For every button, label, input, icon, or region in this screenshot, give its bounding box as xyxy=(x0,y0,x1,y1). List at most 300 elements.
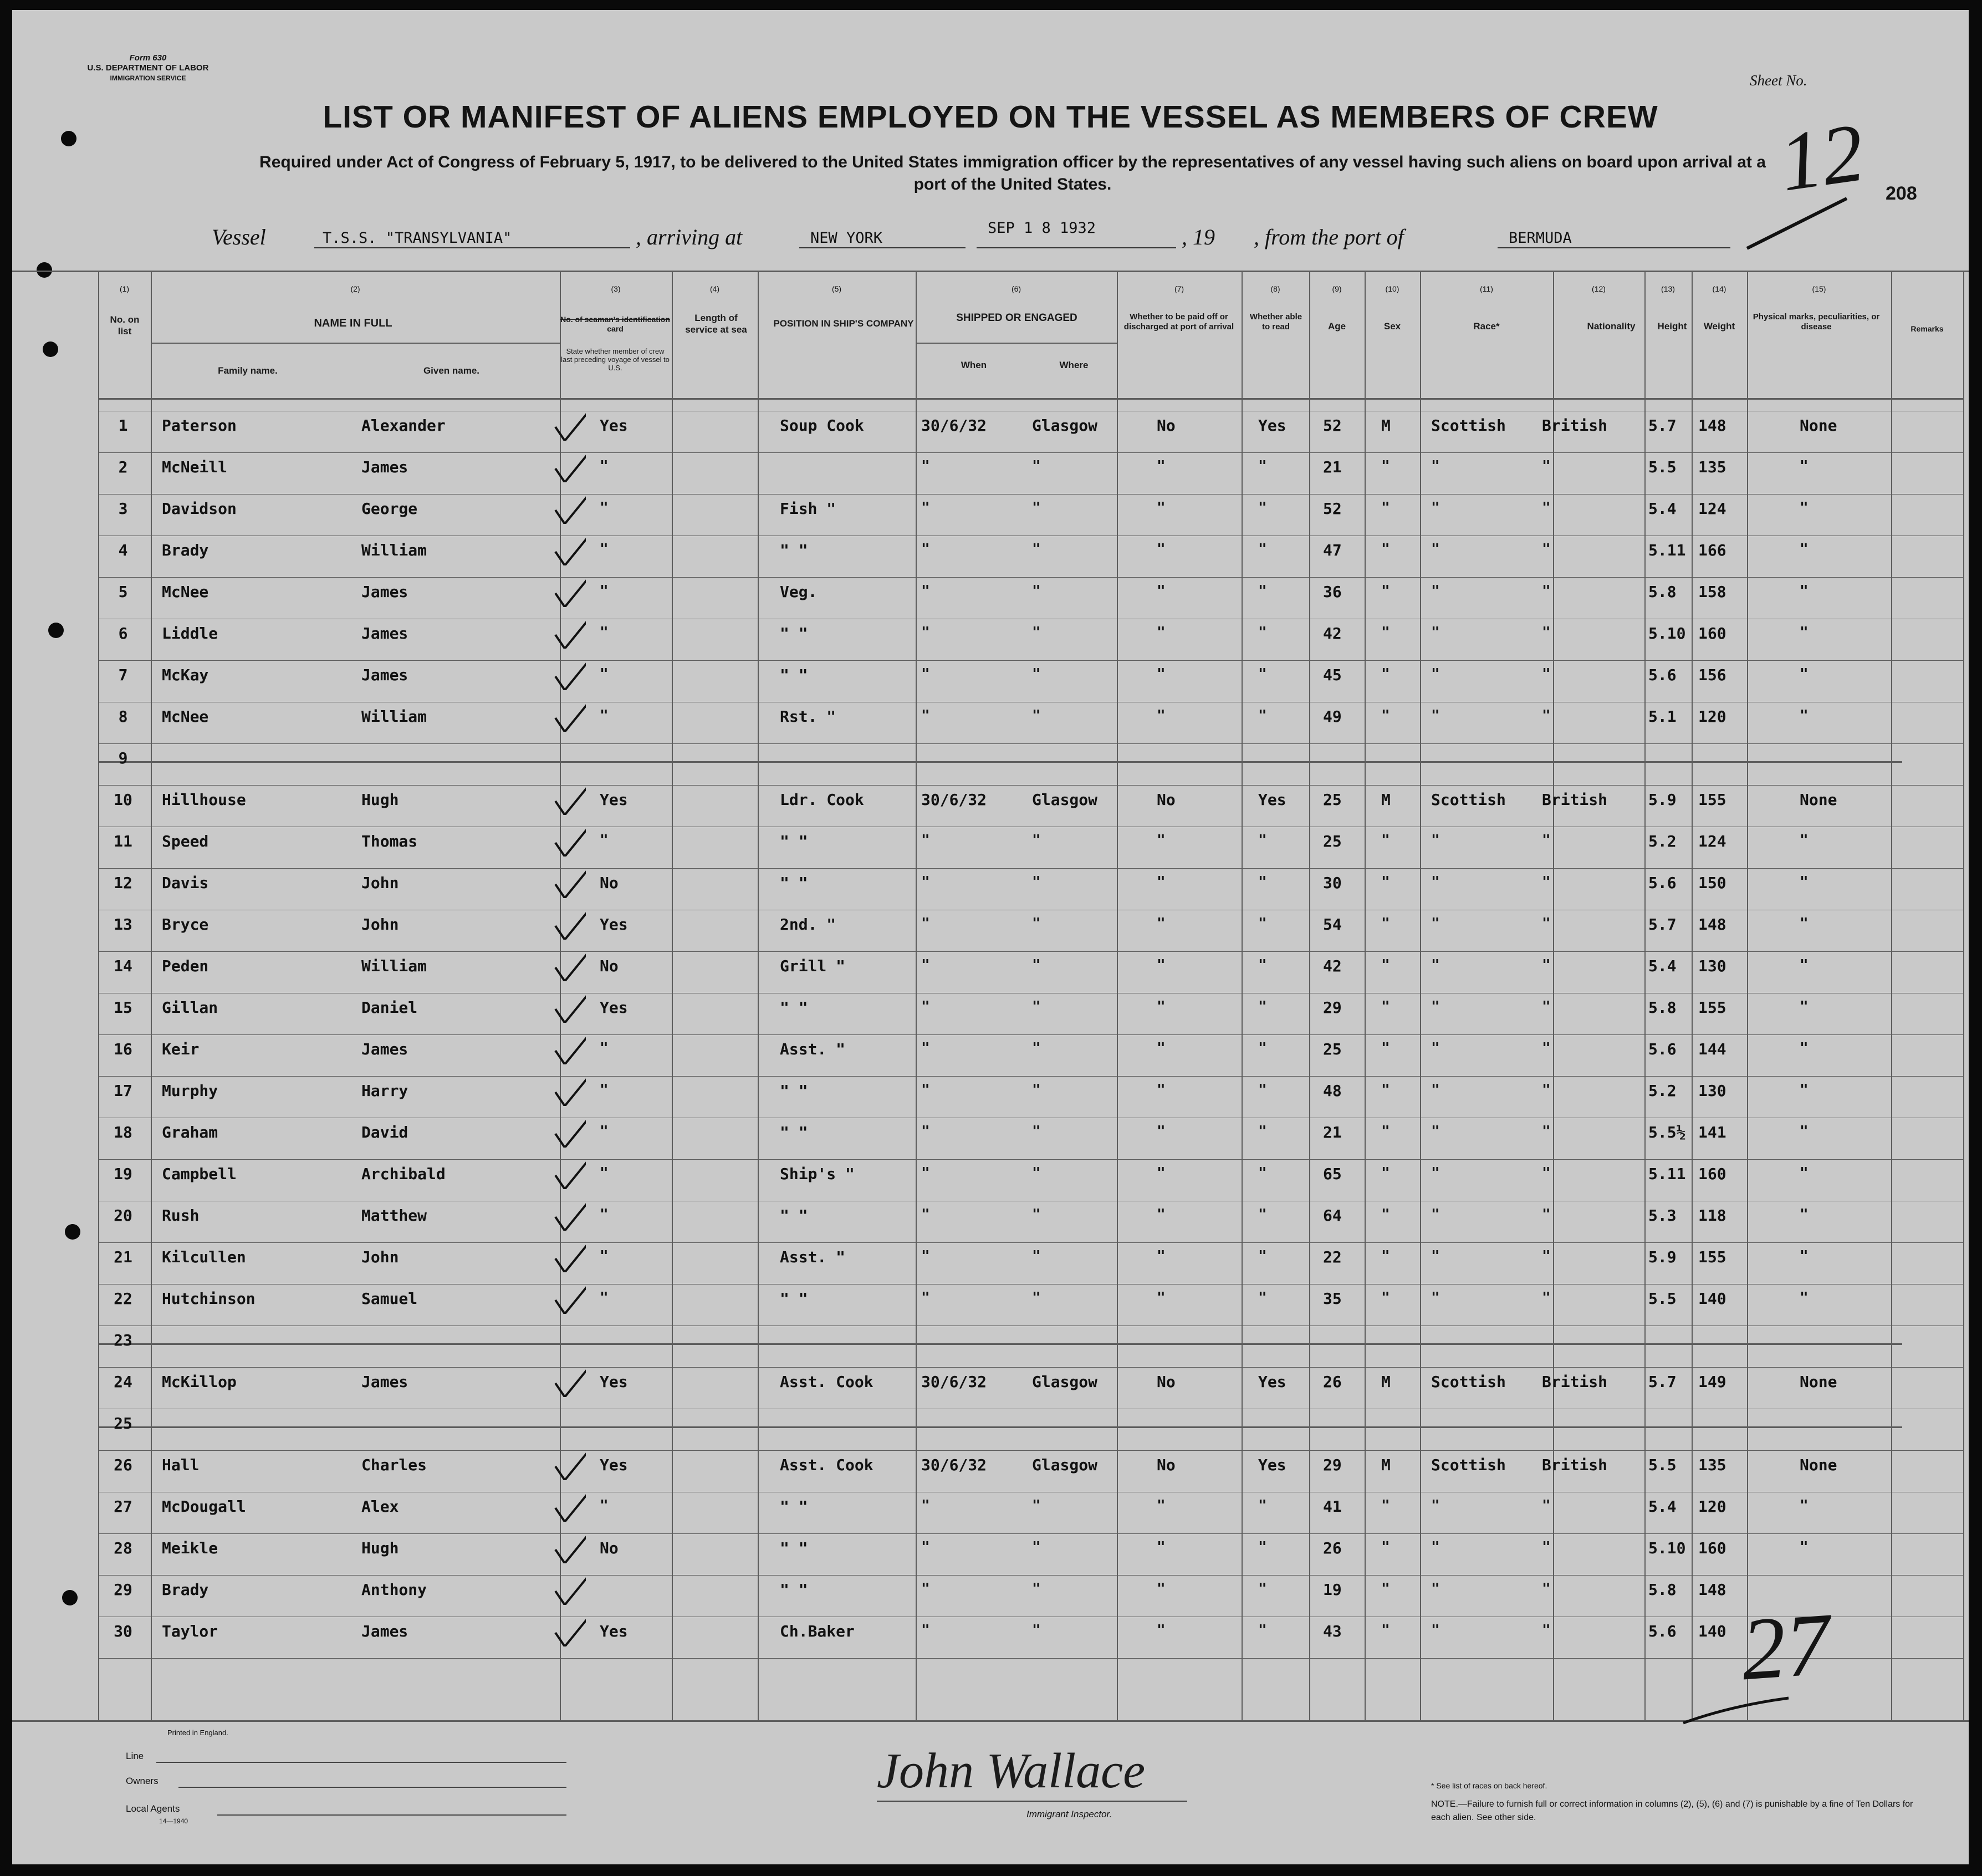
nationality: " xyxy=(1542,499,1551,516)
family-name: Meikle xyxy=(162,1539,218,1557)
sex: " xyxy=(1381,666,1390,682)
sex: " xyxy=(1381,1082,1390,1098)
shipped-where: " xyxy=(1032,915,1041,932)
weight: 155 xyxy=(1698,1248,1726,1266)
family-name: Rush xyxy=(162,1206,200,1225)
able-to-read: " xyxy=(1258,1206,1267,1223)
age: 35 xyxy=(1323,1289,1342,1308)
sex: " xyxy=(1381,1622,1390,1639)
able-to-read: " xyxy=(1258,1289,1267,1306)
family-name: Liddle xyxy=(162,624,218,643)
physical-marks: " xyxy=(1800,1497,1809,1514)
sex: " xyxy=(1381,832,1390,849)
nationality: British xyxy=(1542,791,1608,809)
position: " " xyxy=(780,998,808,1017)
shipped-where: " xyxy=(1032,1123,1041,1140)
race: Scottish xyxy=(1431,791,1506,809)
row-number: 15 xyxy=(114,998,132,1017)
card-status: " xyxy=(600,1206,609,1223)
race: " xyxy=(1431,832,1440,849)
physical-marks: " xyxy=(1800,666,1809,682)
position: Rst. " xyxy=(780,707,836,726)
able-to-read: " xyxy=(1258,458,1267,475)
row-number: 6 xyxy=(118,624,128,643)
column-rule xyxy=(1420,271,1421,1720)
weight: 160 xyxy=(1698,624,1726,643)
paid-off: No xyxy=(1157,1456,1176,1474)
weight: 149 xyxy=(1698,1373,1726,1391)
paid-off: " xyxy=(1157,624,1166,641)
column-number: (5) xyxy=(831,284,842,293)
row-rule xyxy=(98,743,1963,744)
height: 5.8 xyxy=(1648,998,1677,1017)
weight: 130 xyxy=(1698,957,1726,975)
nationality: " xyxy=(1542,458,1551,475)
family-name: Davis xyxy=(162,874,209,892)
age: 30 xyxy=(1323,874,1342,892)
row-number: 17 xyxy=(114,1082,132,1100)
shipped-date: " xyxy=(921,458,930,475)
position: " " xyxy=(780,624,808,643)
age: 21 xyxy=(1323,458,1342,476)
card-status: " xyxy=(600,458,609,475)
nationality: " xyxy=(1542,583,1551,599)
age: 25 xyxy=(1323,791,1342,809)
position: " " xyxy=(780,832,808,850)
family-name: Brady xyxy=(162,541,209,559)
paid-off: No xyxy=(1157,1373,1176,1391)
nationality: " xyxy=(1542,1082,1551,1098)
age: 25 xyxy=(1323,832,1342,850)
shipped-where: " xyxy=(1032,666,1041,682)
age: 42 xyxy=(1323,624,1342,643)
physical-marks: " xyxy=(1800,499,1809,516)
paid-off: " xyxy=(1157,1622,1166,1639)
able-to-read: " xyxy=(1258,707,1267,724)
column-rule xyxy=(1891,271,1892,1720)
card-status: " xyxy=(600,583,609,599)
row-number: 28 xyxy=(114,1539,132,1557)
race: " xyxy=(1431,707,1440,724)
checkmark-icon xyxy=(553,776,586,815)
weight: 150 xyxy=(1698,874,1726,892)
age: 49 xyxy=(1323,707,1342,726)
race: Scottish xyxy=(1431,1456,1506,1474)
age: 22 xyxy=(1323,1248,1342,1266)
age: 64 xyxy=(1323,1206,1342,1225)
height: 5.8 xyxy=(1648,1581,1677,1599)
nationality: " xyxy=(1542,1248,1551,1265)
row-number: 5 xyxy=(118,583,128,601)
paid-off: " xyxy=(1157,1123,1166,1140)
weight: 120 xyxy=(1698,707,1726,726)
paid-off: " xyxy=(1157,666,1166,682)
row-number: 2 xyxy=(118,458,128,476)
sex: " xyxy=(1381,874,1390,890)
race: Scottish xyxy=(1431,1373,1506,1391)
nationality: " xyxy=(1542,1123,1551,1140)
nationality: " xyxy=(1542,1206,1551,1223)
shipped-date: " xyxy=(921,1289,930,1306)
able-to-read: " xyxy=(1258,1497,1267,1514)
family-name: Brady xyxy=(162,1581,209,1599)
shipped-date: " xyxy=(921,874,930,890)
height: 5.7 xyxy=(1648,1373,1677,1391)
group-separator-rule xyxy=(98,1426,1902,1428)
given-name: James xyxy=(361,583,408,601)
paid-off: " xyxy=(1157,1206,1166,1223)
race: " xyxy=(1431,1581,1440,1597)
card-status: " xyxy=(600,707,609,724)
sex: M xyxy=(1381,791,1391,809)
shipped-where: Glasgow xyxy=(1032,1373,1098,1391)
row-rule xyxy=(98,1575,1963,1576)
checkmark-icon xyxy=(553,901,586,940)
position: Asst. " xyxy=(780,1040,846,1058)
position: " " xyxy=(780,1497,808,1516)
checkmark-icon xyxy=(553,527,586,565)
height: 5.5 xyxy=(1648,458,1677,476)
weight: 141 xyxy=(1698,1123,1726,1141)
given-name: James xyxy=(361,624,408,643)
date-stamp: SEP 1 8 1932 xyxy=(988,220,1096,237)
shipped-subheader-rule xyxy=(916,343,1117,344)
physical-marks: None xyxy=(1800,1373,1837,1391)
nationality: " xyxy=(1542,1289,1551,1306)
family-name: Speed xyxy=(162,832,209,850)
checkmark-icon xyxy=(553,1358,586,1397)
row-number: 9 xyxy=(118,749,128,767)
row-number: 14 xyxy=(114,957,132,975)
height: 5.7 xyxy=(1648,915,1677,934)
shipped-where: " xyxy=(1032,1497,1041,1514)
family-name: Keir xyxy=(162,1040,200,1058)
column-rule xyxy=(1365,271,1366,1720)
height: 5.6 xyxy=(1648,1622,1677,1640)
nationality: " xyxy=(1542,1539,1551,1556)
age: 29 xyxy=(1323,1456,1342,1474)
weight: 148 xyxy=(1698,416,1726,435)
family-name: McDougall xyxy=(162,1497,246,1516)
physical-marks: " xyxy=(1800,458,1809,475)
position: " " xyxy=(780,541,808,559)
able-to-read: " xyxy=(1258,1082,1267,1098)
race: " xyxy=(1431,541,1440,558)
nationality: " xyxy=(1542,707,1551,724)
paid-off: " xyxy=(1157,915,1166,932)
nationality: " xyxy=(1542,541,1551,558)
column-number: (7) xyxy=(1174,284,1184,293)
row-rule xyxy=(98,494,1963,495)
row-number: 20 xyxy=(114,1206,132,1225)
shipped-date: " xyxy=(921,1165,930,1181)
nationality: British xyxy=(1542,1456,1608,1474)
nationality: " xyxy=(1542,1040,1551,1057)
col-header-weight: Weight xyxy=(1703,321,1735,332)
checkmark-icon xyxy=(553,1566,586,1605)
column-rule xyxy=(758,271,759,1720)
column-rule xyxy=(1644,271,1646,1720)
physical-marks: " xyxy=(1800,1123,1809,1140)
height: 5.6 xyxy=(1648,666,1677,684)
shipped-date: " xyxy=(921,1123,930,1140)
inspector-label: Immigrant Inspector. xyxy=(1026,1809,1112,1819)
sex: " xyxy=(1381,1539,1390,1556)
given-name: John xyxy=(361,915,399,934)
nationality: " xyxy=(1542,1622,1551,1639)
position: " " xyxy=(780,1539,808,1557)
nationality: British xyxy=(1542,416,1608,435)
race: " xyxy=(1431,874,1440,890)
table-top-rule xyxy=(12,271,1969,272)
row-rule xyxy=(98,1159,1963,1160)
shipped-date: " xyxy=(921,499,930,516)
physical-marks: " xyxy=(1800,874,1809,890)
age: 21 xyxy=(1323,1123,1342,1141)
position: 2nd. " xyxy=(780,915,836,934)
row-rule xyxy=(98,1034,1963,1035)
age: 41 xyxy=(1323,1497,1342,1516)
physical-marks: " xyxy=(1800,1248,1809,1265)
vessel-name: T.S.S. "TRANSYLVANIA" xyxy=(323,230,512,247)
able-to-read: " xyxy=(1258,874,1267,890)
able-to-read: Yes xyxy=(1258,1373,1286,1391)
column-number: (14) xyxy=(1712,284,1726,293)
card-status: " xyxy=(600,1248,609,1265)
row-rule xyxy=(98,868,1963,869)
given-name: Harry xyxy=(361,1082,408,1100)
checkmark-icon xyxy=(553,693,586,732)
from-port: BERMUDA xyxy=(1509,230,1572,247)
height: 5.4 xyxy=(1648,499,1677,518)
owners-label: Owners xyxy=(126,1776,159,1786)
given-name: John xyxy=(361,874,399,892)
column-number: (1) xyxy=(119,284,130,293)
penalty-note: NOTE.—Failure to furnish full or correct information in columns (2), (5), (6) and (7) is punishable by a fine of Ten Dollars for each alien. See other side. xyxy=(1431,1799,1913,1822)
position: Asst. Cook xyxy=(780,1456,873,1474)
handwritten-sheet-number: 12 xyxy=(1774,106,1869,209)
row-number: 18 xyxy=(114,1123,132,1141)
sex: " xyxy=(1381,458,1390,475)
given-name: Alex xyxy=(361,1497,399,1516)
paid-off: " xyxy=(1157,707,1166,724)
position: Ch.Baker xyxy=(780,1622,855,1640)
paid-off: No xyxy=(1157,416,1176,435)
inspector-signature: John Wallace xyxy=(877,1744,1146,1798)
column-rule xyxy=(1553,271,1554,1720)
physical-marks: " xyxy=(1800,583,1809,599)
weight: 155 xyxy=(1698,998,1726,1017)
shipped-where: " xyxy=(1032,1040,1041,1057)
paid-off: " xyxy=(1157,1248,1166,1265)
shipped-date: " xyxy=(921,1539,930,1556)
card-status: Yes xyxy=(600,998,628,1017)
from-port-label: , from the port of xyxy=(1254,225,1404,249)
physical-marks: " xyxy=(1800,1206,1809,1223)
physical-marks: " xyxy=(1800,624,1809,641)
given-name: John xyxy=(361,1248,399,1266)
able-to-read: " xyxy=(1258,1581,1267,1597)
weight: 158 xyxy=(1698,583,1726,601)
arriving-port: NEW YORK xyxy=(810,230,883,247)
height: 5.5 xyxy=(1648,1289,1677,1308)
card-status: " xyxy=(600,1123,609,1140)
sex: " xyxy=(1381,1123,1390,1140)
column-number: (8) xyxy=(1270,284,1280,293)
row-number: 1 xyxy=(118,416,128,435)
name-subheader-rule xyxy=(151,343,560,344)
vessel-label: Vessel xyxy=(212,225,266,249)
shipped-date: " xyxy=(921,957,930,973)
race: " xyxy=(1431,1497,1440,1514)
column-number: (12) xyxy=(1592,284,1606,293)
age: 29 xyxy=(1323,998,1342,1017)
checkmark-icon xyxy=(553,1192,586,1231)
race: " xyxy=(1431,957,1440,973)
given-name: William xyxy=(361,707,427,726)
paid-off: " xyxy=(1157,1082,1166,1098)
row-number: 13 xyxy=(114,915,132,934)
height: 5.7 xyxy=(1648,416,1677,435)
column-number: (15) xyxy=(1812,284,1826,293)
race: " xyxy=(1431,998,1440,1015)
able-to-read: Yes xyxy=(1258,1456,1286,1474)
race: " xyxy=(1431,1248,1440,1265)
family-name: Hall xyxy=(162,1456,200,1474)
sex: M xyxy=(1381,1373,1391,1391)
shipped-where: " xyxy=(1032,874,1041,890)
shipped-date: 30/6/32 xyxy=(921,791,987,809)
row-rule xyxy=(98,1450,1963,1451)
shipped-date: 30/6/32 xyxy=(921,1373,987,1391)
able-to-read: " xyxy=(1258,499,1267,516)
given-name: Matthew xyxy=(361,1206,427,1225)
paid-off: " xyxy=(1157,998,1166,1015)
given-name: Daniel xyxy=(361,998,418,1017)
nationality: " xyxy=(1542,832,1551,849)
race: " xyxy=(1431,583,1440,599)
position: " " xyxy=(780,1082,808,1100)
checkmark-icon xyxy=(553,651,586,690)
checkmark-icon xyxy=(553,1275,586,1314)
age: 19 xyxy=(1323,1581,1342,1599)
family-name: McNee xyxy=(162,707,209,726)
card-status: " xyxy=(600,1289,609,1306)
able-to-read: " xyxy=(1258,832,1267,849)
col-header-shipped: SHIPPED OR ENGAGED xyxy=(956,312,1077,324)
card-status: Yes xyxy=(600,1456,628,1474)
card-status: No xyxy=(600,957,619,975)
col-header-nationality: Nationality xyxy=(1587,321,1636,332)
column-rule xyxy=(1309,271,1310,1720)
age: 54 xyxy=(1323,915,1342,934)
sex: M xyxy=(1381,1456,1391,1474)
table-bottom-rule xyxy=(12,1720,1969,1722)
given-name: William xyxy=(361,541,427,559)
able-to-read: " xyxy=(1258,624,1267,641)
checkmark-icon xyxy=(553,1483,586,1522)
physical-marks: " xyxy=(1800,998,1809,1015)
row-number: 21 xyxy=(114,1248,132,1266)
checkmark-icon xyxy=(553,568,586,607)
weight: 135 xyxy=(1698,1456,1726,1474)
row-number: 22 xyxy=(114,1289,132,1308)
document-title: LIST OR MANIFEST OF ALIENS EMPLOYED ON THE VESSEL AS MEMBERS OF CREW xyxy=(323,99,1658,135)
weight: 155 xyxy=(1698,791,1726,809)
card-status: " xyxy=(600,499,609,516)
family-name: Murphy xyxy=(162,1082,218,1100)
checkmark-icon xyxy=(553,1233,586,1272)
race: " xyxy=(1431,458,1440,475)
physical-marks: None xyxy=(1800,791,1837,809)
given-name: Thomas xyxy=(361,832,418,850)
family-name: Bryce xyxy=(162,915,209,934)
given-name: Charles xyxy=(361,1456,427,1474)
checkmark-icon xyxy=(553,984,586,1023)
nationality: British xyxy=(1542,1373,1608,1391)
row-number: 4 xyxy=(118,541,128,559)
column-number: (11) xyxy=(1480,284,1493,293)
card-status: Yes xyxy=(600,1622,628,1640)
shipped-date: " xyxy=(921,666,930,682)
shipped-where: " xyxy=(1032,1289,1041,1306)
column-rule xyxy=(916,271,917,1720)
physical-marks: " xyxy=(1800,832,1809,849)
column-rule xyxy=(151,271,152,1720)
height: 5.11 xyxy=(1648,541,1686,559)
shipped-where: Glasgow xyxy=(1032,791,1098,809)
column-number: (2) xyxy=(350,284,360,293)
card-status: " xyxy=(600,1040,609,1057)
age: 47 xyxy=(1323,541,1342,559)
year-label: , 19 xyxy=(1182,225,1215,249)
height: 5.10 xyxy=(1648,624,1686,643)
shipped-where: Glasgow xyxy=(1032,1456,1098,1474)
shipped-where: " xyxy=(1032,1248,1041,1265)
row-number: 16 xyxy=(114,1040,132,1058)
row-number: 11 xyxy=(114,832,132,850)
weight: 118 xyxy=(1698,1206,1726,1225)
col-header-remarks: Remarks xyxy=(1911,324,1944,333)
checkmark-icon xyxy=(553,610,586,649)
checkmark-icon xyxy=(553,859,586,898)
col-header-height: Height xyxy=(1657,321,1687,332)
sex: " xyxy=(1381,957,1390,973)
nationality: " xyxy=(1542,624,1551,641)
row-rule xyxy=(98,951,1963,952)
row-number: 27 xyxy=(114,1497,132,1516)
document-subtitle: Required under Act of Congress of February 5, 1917, to be delivered to the United States immigration officer by the representatives of any vessel having such aliens on board upon arrival at a port of the United States. xyxy=(259,153,1766,193)
position: Grill " xyxy=(780,957,846,975)
family-name: Peden xyxy=(162,957,209,975)
race: " xyxy=(1431,1206,1440,1223)
given-name: James xyxy=(361,1040,408,1058)
card-status: No xyxy=(600,874,619,892)
shipped-where: " xyxy=(1032,998,1041,1015)
shipped-where: " xyxy=(1032,541,1041,558)
position: Asst. Cook xyxy=(780,1373,873,1391)
physical-marks: " xyxy=(1800,707,1809,724)
sex: " xyxy=(1381,624,1390,641)
card-status: " xyxy=(600,832,609,849)
col-header-no: No. on list xyxy=(110,314,140,337)
shipped-date: " xyxy=(921,1622,930,1639)
height: 5.4 xyxy=(1648,957,1677,975)
weight: 120 xyxy=(1698,1497,1726,1516)
weight: 124 xyxy=(1698,832,1726,850)
nationality: " xyxy=(1542,874,1551,890)
race: " xyxy=(1431,1040,1440,1057)
